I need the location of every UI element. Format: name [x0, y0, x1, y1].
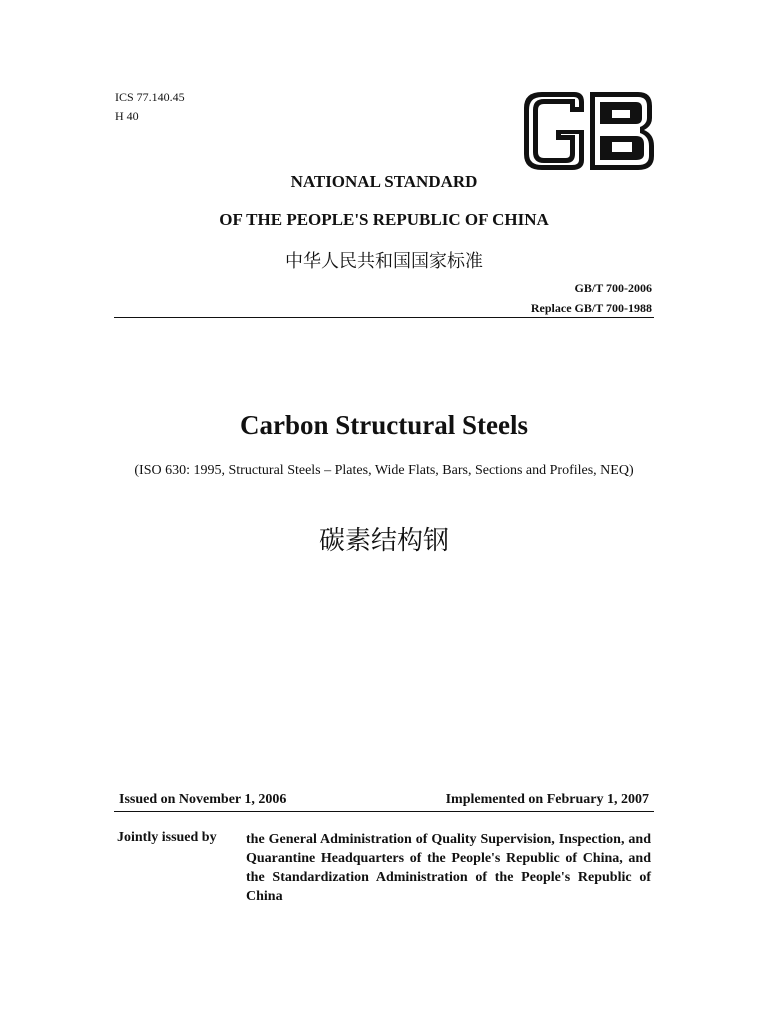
standard-code: GB/T 700-2006: [574, 281, 652, 295]
ics-code: ICS 77.140.45: [115, 90, 185, 104]
implemented-date: Implemented on February 1, 2007: [445, 792, 649, 807]
national-standard-heading: NATIONAL STANDARD: [290, 172, 478, 191]
jointly-issued-label: Jointly issued by: [117, 830, 217, 845]
issued-date: Issued on November 1, 2006: [119, 792, 287, 807]
republic-heading: OF THE PEOPLE'S REPUBLIC OF CHINA: [219, 210, 549, 229]
gb-logo-icon: [520, 90, 656, 172]
h-code: H 40: [115, 109, 139, 123]
standard-codes: [531, 278, 652, 318]
document-subtitle: (ISO 630: 1995, Structural Steels – Plates, Wide Flats, Bars, Sections and Profiles, NEQ): [134, 463, 634, 478]
document-title: Carbon Structural Steels: [240, 410, 528, 440]
jointly-issued-text: the General Administration of Quality Supervision, Inspection, and Quarantine Headquarters of the People's Republic of China, and the Standardization Administration of the People's Republic of China: [246, 832, 651, 904]
ics-codes: [115, 88, 185, 126]
chinese-standard-heading: 中华人民共和国国家标准: [285, 251, 483, 272]
bottom-divider: [114, 811, 654, 812]
chinese-document-title: 碳素结构钢: [318, 526, 449, 556]
top-divider: [114, 317, 654, 318]
replace-code: Replace GB/T 700-1988: [530, 301, 652, 315]
